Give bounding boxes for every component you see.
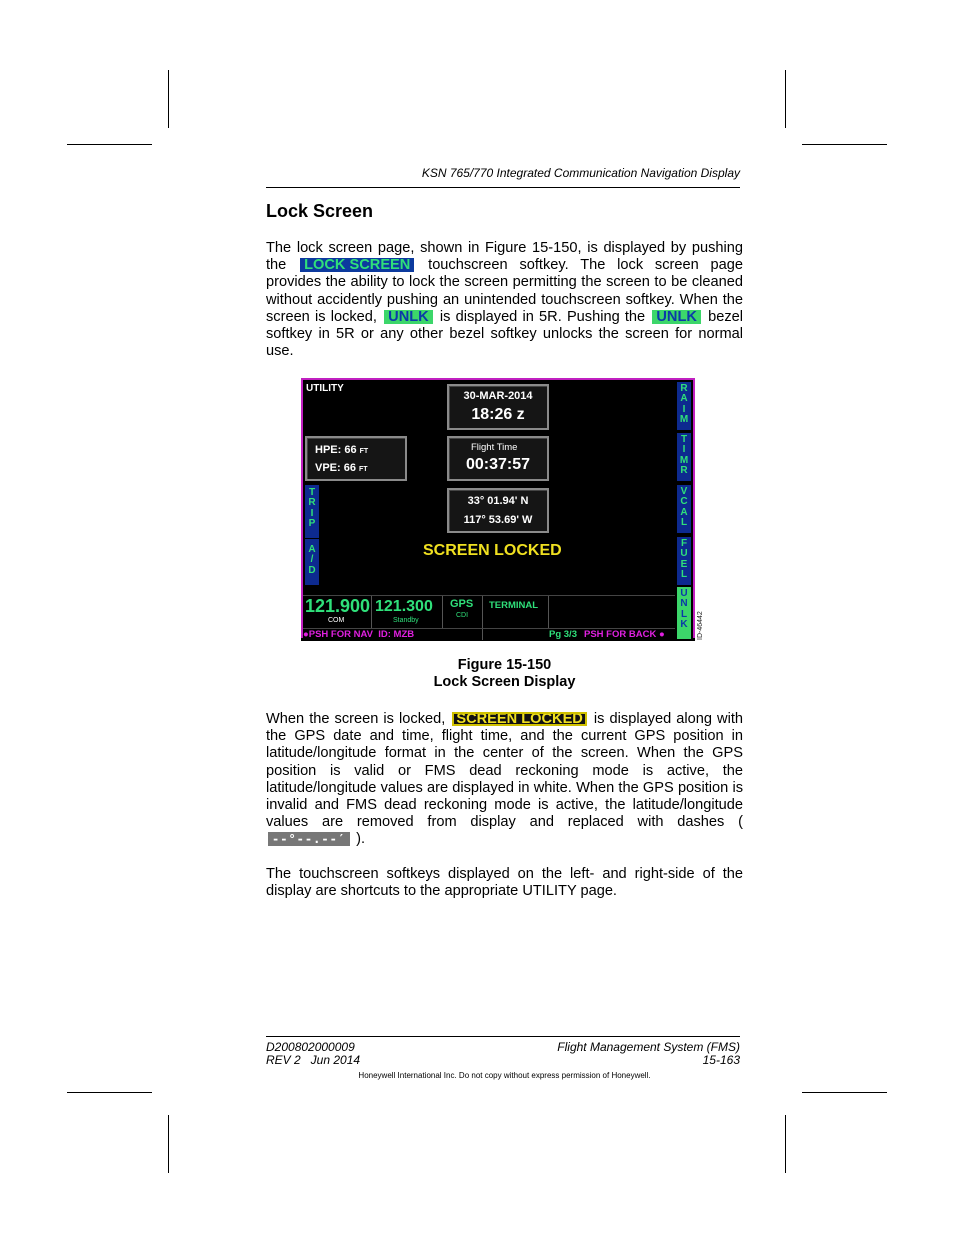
tab-letter: R <box>680 383 688 394</box>
tab-letter: I <box>682 403 686 415</box>
tab-letter: U <box>680 548 688 560</box>
vpe-value: VPE: 66 FT <box>315 462 368 474</box>
gps-date: 30-MAR-2014 <box>463 390 533 402</box>
nav-status-line: ●PSH FOR NAV ID: MZB <box>303 629 415 640</box>
page-indicator: Pg 3/3 <box>549 629 577 640</box>
paragraph-locked: When the screen is locked, SCREEN LOCKED is displayed along with the GPS date and time, flight time, and the current GPS position in latitude/longitude format in the center of the screen. When the GPS position is valid or FMS dead reckoning mode is active, the latitude/longitude values are displayed in white. When the GPS position is invalid and FMS dead reckoning mode is active, the latitude/longitude values are removed from display and replaced with dashes ( --°--.--′ ). <box>266 711 744 848</box>
screen-title: UTILITY <box>306 383 344 394</box>
tab-letter: T <box>308 487 316 498</box>
com-cell-divider <box>371 596 372 628</box>
crop-mark <box>785 1115 786 1173</box>
crop-mark <box>785 70 786 128</box>
position-box <box>447 488 549 533</box>
tab-letter: A <box>680 393 688 405</box>
unlk-softkey-label: UNLK <box>652 310 701 324</box>
screen-locked-label: SCREEN LOCKED <box>423 542 562 559</box>
footer-copyright: Honeywell International Inc. Do not copy without express permission of Honeywell. <box>358 1071 651 1080</box>
terminal-cell-divider <box>548 596 549 628</box>
left-tab-trip[interactable] <box>305 485 319 538</box>
unlk-softkey-label: UNLK <box>384 310 433 324</box>
tab-letter: I <box>682 444 686 456</box>
figure-id: ID-46442 <box>697 611 704 640</box>
crop-mark <box>168 70 169 128</box>
running-header: KSN 765/770 Integrated Communication Navigation Display <box>421 166 740 180</box>
right-tab-raim[interactable] <box>677 382 691 430</box>
date-time-box <box>447 384 549 430</box>
crop-mark <box>67 1092 152 1093</box>
tab-letter: / <box>310 554 314 566</box>
crop-mark <box>168 1115 169 1173</box>
gps-cell-divider <box>482 596 483 640</box>
header-rule <box>266 187 740 188</box>
tab-letter: L <box>680 568 688 580</box>
footer-manual-title: Flight Management System (FMS) <box>557 1040 740 1054</box>
tab-letter: D <box>308 564 316 576</box>
com-label: COM <box>328 617 345 624</box>
cdi-label: CDI <box>456 612 469 619</box>
footer-revision: REV 2 Jun 2014 <box>266 1053 361 1067</box>
right-tab-timr[interactable] <box>677 433 691 481</box>
screen-locked-annunciator: SCREEN LOCKED <box>452 712 587 726</box>
tab-letter: N <box>680 598 688 610</box>
footer-rule <box>266 1036 740 1037</box>
tab-letter: M <box>679 454 689 466</box>
com-frequency[interactable]: 121.900 <box>305 596 371 616</box>
dashes-example: --°--.--′ <box>268 832 350 846</box>
tab-letter: M <box>679 413 689 425</box>
lock-screen-softkey-label: LOCK SCREEN <box>300 258 414 272</box>
tab-letter: V <box>680 486 688 497</box>
flight-time-box <box>447 436 549 481</box>
tab-letter: C <box>680 496 688 508</box>
crop-mark <box>67 144 152 145</box>
footer-page-number: 15-163 <box>702 1053 740 1067</box>
tab-letter: P <box>308 517 316 529</box>
gps-time: 18:26 z <box>471 406 525 423</box>
paragraph-intro: The lock screen page, shown in Figure 15-150, is displayed by pushing the LOCK SCREEN touchscreen softkey. The lock screen page provides the ability to lock the screen permitting the screen to be cleaned without accidently pushing an unintended touchscreen softkey. When the screen is locked, UNLK is displayed in 5R. Pushing the UNLK bezel softkey in 5R or any other bezel softkey unlocks the screen for normal use. <box>266 240 744 360</box>
right-tab-unlk[interactable] <box>677 587 691 639</box>
tab-letter: L <box>680 608 688 620</box>
standby-frequency[interactable]: 121.300 <box>375 598 433 615</box>
flight-time-value: 00:37:57 <box>465 456 531 473</box>
tab-letter: F <box>680 538 688 549</box>
hpe-value: HPE: 66 FT <box>315 444 369 456</box>
right-tab-vcal[interactable] <box>677 485 691 533</box>
left-tab-ad[interactable] <box>305 539 319 585</box>
tab-letter: L <box>680 516 688 528</box>
tab-letter: I <box>310 507 314 519</box>
crop-mark <box>802 1092 887 1093</box>
crop-mark <box>802 144 887 145</box>
stby-cell-divider <box>442 596 443 628</box>
footer-doc-number: D200802000009 <box>266 1040 355 1054</box>
tab-letter: R <box>308 497 316 509</box>
figure-caption-number: Figure 15-150 <box>457 657 552 673</box>
tab-letter: E <box>680 558 688 570</box>
longitude-value: 117° 53.69' W <box>463 514 533 526</box>
gps-label[interactable]: GPS <box>450 598 474 610</box>
paragraph-softkeys: The touchscreen softkeys displayed on the left- and right-side of the display are shortcuts to the appropriate UTILITY page. <box>266 866 743 900</box>
hpe-vpe-box <box>305 436 407 481</box>
tab-letter: A <box>680 506 688 518</box>
right-tab-fuel[interactable] <box>677 537 691 585</box>
lock-screen-display <box>301 378 695 641</box>
section-title: Lock Screen <box>266 201 374 221</box>
tab-letter: R <box>680 464 688 476</box>
terminal-label: TERMINAL <box>489 600 539 611</box>
standby-label: Standby <box>393 617 419 624</box>
flight-time-label: Flight Time <box>471 442 518 453</box>
latitude-value: 33° 01.94' N <box>467 495 529 507</box>
figure-caption-title: Lock Screen Display <box>433 674 576 690</box>
tab-letter: T <box>680 434 688 445</box>
tab-letter: K <box>680 618 688 630</box>
back-status: PSH FOR BACK ● <box>584 629 665 640</box>
tab-letter: U <box>680 588 688 599</box>
tab-letter: A <box>308 544 316 555</box>
